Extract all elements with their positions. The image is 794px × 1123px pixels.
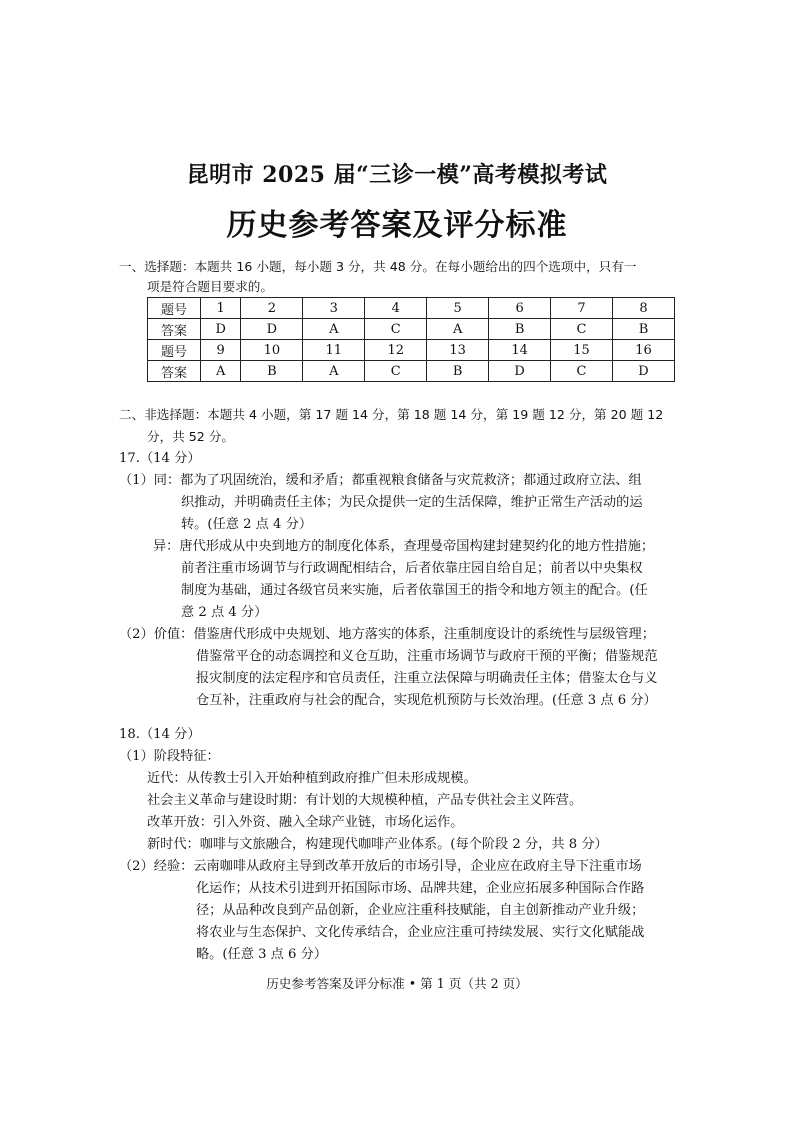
table-cell: B (427, 361, 489, 382)
q17-text-line: （1）同：都为了巩固统治，缓和矛盾；都重视粮食储备与灾荒救济；都通过政府立法、组 (119, 473, 642, 488)
section1-heading: 一、选择题：本题共 16 小题，每小题 3 分，共 48 分。在每小题给出的四个选项中，只有一 (119, 259, 637, 274)
table-cell: D (613, 361, 675, 382)
table-cell: 6 (489, 298, 551, 319)
section1-heading-cont: 项是符合题目要求的。 (147, 279, 273, 294)
table-cell: 15 (551, 340, 613, 361)
q17-text-line: 异：唐代形成从中央到地方的制度化体系，查理曼帝国构建封建契约化的地方性措施； (153, 539, 655, 554)
table-cell: B (489, 319, 551, 340)
table-cell: A (303, 319, 365, 340)
table-cell: C (551, 319, 613, 340)
table-cell: D (241, 319, 303, 340)
q18-text-line: 化运作；从技术引进到开拓国际市场、品牌共建，企业应拓展多种国际合作路 (196, 881, 645, 896)
table-cell: 13 (427, 340, 489, 361)
table-cell: 4 (365, 298, 427, 319)
q17-text-line: （2）价值：借鉴唐代形成中央规划、地方落实的体系，注重制度设计的系统性与层级管理； (119, 627, 655, 642)
q18-text-line: 略。(任意 3 点 6 分） (196, 947, 328, 962)
q18-heading: 18.（14 分） (119, 727, 201, 742)
table-row (148, 340, 675, 361)
table-cell: B (241, 361, 303, 382)
exam-title: 昆明市 2025 届“三诊一模”高考模拟考试 (186, 162, 608, 188)
section2-heading: 二、非选择题：本题共 4 小题，第 17 题 14 分，第 18 题 14 分，第 19 题 12 分，第 20 题 12 (119, 407, 664, 422)
q17-heading: 17.（14 分） (119, 451, 201, 466)
table-cell: B (613, 319, 675, 340)
table-cell: D (201, 319, 241, 340)
section2-heading-cont: 分，共 52 分。 (147, 429, 235, 444)
table-cell: 16 (613, 340, 675, 361)
table-cell: C (365, 361, 427, 382)
table-cell: 答案 (148, 361, 201, 382)
q18-text-line: 改革开放：引入外资、融入全球产业链，市场化运作。 (147, 815, 464, 830)
table-cell: 题号 (148, 340, 201, 361)
q18-text-line: 将农业与生态保护、文化传承结合，企业应注重可持续发展、实行文化赋能战 (196, 925, 645, 940)
q18-text-line: （1）阶段特征： (119, 749, 220, 764)
table-cell: D (489, 361, 551, 382)
table-cell: C (551, 361, 613, 382)
q18-text-line: 新时代：咖啡与文旅融合，构建现代咖啡产业体系。(每个阶段 2 分，共 8 分） (147, 837, 608, 852)
q17-text-line: 借鉴常平仓的动态调控和义仓互助，注重市场调节与政府干预的平衡；借鉴规范 (196, 649, 658, 664)
table-cell: 10 (241, 340, 303, 361)
q17-text-line: 仓互补，注重政府与社会的配合，实现危机预防与长效治理。(任意 3 点 6 分） (196, 693, 657, 708)
table-row (148, 361, 675, 382)
table-cell: 题号 (148, 298, 201, 319)
q18-text-line: 社会主义革命与建设时期：有计划的大规模种植，产品专供社会主义阵营。 (147, 793, 583, 808)
table-cell: 14 (489, 340, 551, 361)
table-cell: 答案 (148, 319, 201, 340)
page-title: 历史参考答案及评分标准 (226, 208, 568, 243)
table-cell: A (427, 319, 489, 340)
table-cell: A (201, 361, 241, 382)
table-row (148, 319, 675, 340)
table-cell: 3 (303, 298, 365, 319)
q18-text-line: （2）经验：云南咖啡从政府主导到改革开放后的市场引导，企业应在政府主导下注重市场 (119, 859, 642, 874)
table-cell: A (303, 361, 365, 382)
q17-text-line: 织推动，并明确责任主体；为民众提供一定的生活保障，维护正常生产活动的运 (181, 495, 643, 510)
q17-text-line: 报灾制度的法定程序和官员责任，注重立法保障与明确责任主体；借鉴太仓与义 (196, 671, 658, 686)
table-cell: 8 (613, 298, 675, 319)
table-cell: 11 (303, 340, 365, 361)
q17-text-line: 制度为基础，通过各级官员来实施，后者依靠国王的指令和地方领主的配合。(任 (181, 583, 648, 598)
table-cell: C (365, 319, 427, 340)
table-cell: 1 (201, 298, 241, 319)
page-footer: 历史参考答案及评分标准 • 第 1 页（共 2 页） (266, 976, 528, 991)
table-cell: 12 (365, 340, 427, 361)
table-cell: 2 (241, 298, 303, 319)
q18-text-line: 径；从品种改良到产品创新，企业应注重科技赋能，自主创新推动产业升级； (196, 903, 645, 918)
table-row (148, 298, 675, 319)
q17-text-line: 意 2 点 4 分） (181, 605, 268, 620)
answer-table (147, 297, 675, 382)
table-cell: 9 (201, 340, 241, 361)
q17-text-line: 转。(任意 2 点 4 分） (181, 517, 313, 532)
q17-text-line: 前者注重市场调节与行政调配相结合，后者依靠庄园自给自足；前者以中央集权 (181, 561, 643, 576)
table-cell: 7 (551, 298, 613, 319)
q18-text-line: 近代：从传教士引入开始种植到政府推广但未形成规模。 (147, 771, 477, 786)
table-cell: 5 (427, 298, 489, 319)
